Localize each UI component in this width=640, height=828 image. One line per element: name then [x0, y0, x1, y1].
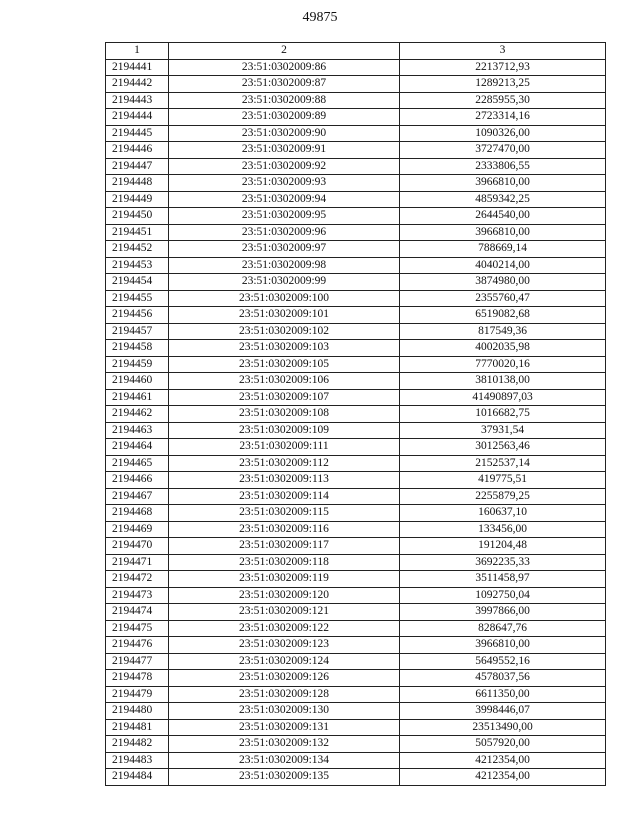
- row-number-cell: 2194445: [106, 125, 169, 142]
- row-number-cell: 2194472: [106, 571, 169, 588]
- table-row: [106, 274, 606, 291]
- cadastral-value-table: [105, 42, 606, 786]
- cadastral-value-cell: 3874980,00: [400, 274, 606, 291]
- table-row: [106, 340, 606, 357]
- table-row: [106, 175, 606, 192]
- row-number-cell: 2194470: [106, 538, 169, 555]
- cadastral-value-cell: 2644540,00: [400, 208, 606, 225]
- cadastral-value-cell: 3511458,97: [400, 571, 606, 588]
- cadastral-value-cell: 1092750,04: [400, 587, 606, 604]
- row-number-cell: 2194471: [106, 554, 169, 571]
- cadastral-value-cell: 817549,36: [400, 323, 606, 340]
- cadastral-number-cell: 23:51:0302009:103: [169, 340, 400, 357]
- cadastral-number-cell: 23:51:0302009:117: [169, 538, 400, 555]
- table-row: [106, 571, 606, 588]
- table-row: [106, 142, 606, 159]
- row-number-cell: 2194457: [106, 323, 169, 340]
- cadastral-value-cell: 2285955,30: [400, 92, 606, 109]
- table-row: [106, 389, 606, 406]
- row-number-cell: 2194459: [106, 356, 169, 373]
- cadastral-number-cell: 23:51:0302009:123: [169, 637, 400, 654]
- cadastral-number-cell: 23:51:0302009:132: [169, 736, 400, 753]
- row-number-cell: 2194477: [106, 653, 169, 670]
- table-row: [106, 406, 606, 423]
- cadastral-number-cell: 23:51:0302009:94: [169, 191, 400, 208]
- cadastral-number-cell: 23:51:0302009:92: [169, 158, 400, 175]
- cadastral-value-cell: 3998446,07: [400, 703, 606, 720]
- cadastral-number-cell: 23:51:0302009:135: [169, 769, 400, 786]
- cadastral-value-cell: 2333806,55: [400, 158, 606, 175]
- table-row: [106, 92, 606, 109]
- cadastral-number-cell: 23:51:0302009:112: [169, 455, 400, 472]
- cadastral-number-cell: 23:51:0302009:87: [169, 76, 400, 93]
- table-row: [106, 488, 606, 505]
- cadastral-number-cell: 23:51:0302009:99: [169, 274, 400, 291]
- table-body: [106, 59, 606, 785]
- row-number-cell: 2194474: [106, 604, 169, 621]
- table-row: [106, 224, 606, 241]
- header-row: [106, 43, 606, 60]
- cadastral-value-cell: 2255879,25: [400, 488, 606, 505]
- table-row: [106, 587, 606, 604]
- row-number-cell: 2194479: [106, 686, 169, 703]
- cadastral-value-cell: 3810138,00: [400, 373, 606, 390]
- cadastral-number-cell: 23:51:0302009:119: [169, 571, 400, 588]
- cadastral-value-cell: 828647,76: [400, 620, 606, 637]
- table-row: [106, 109, 606, 126]
- cadastral-value-cell: 2213712,93: [400, 59, 606, 76]
- row-number-cell: 2194462: [106, 406, 169, 423]
- row-number-cell: 2194443: [106, 92, 169, 109]
- row-number-cell: 2194482: [106, 736, 169, 753]
- cadastral-value-cell: 7770020,16: [400, 356, 606, 373]
- table-row: [106, 439, 606, 456]
- cadastral-value-cell: 4002035,98: [400, 340, 606, 357]
- table-row: [106, 59, 606, 76]
- table-row: [106, 422, 606, 439]
- cadastral-value-cell: 1016682,75: [400, 406, 606, 423]
- table-row: [106, 752, 606, 769]
- table-row: [106, 290, 606, 307]
- cadastral-value-cell: 419775,51: [400, 472, 606, 489]
- cadastral-number-cell: 23:51:0302009:106: [169, 373, 400, 390]
- cadastral-number-cell: 23:51:0302009:108: [169, 406, 400, 423]
- cadastral-value-cell: 4578037,56: [400, 670, 606, 687]
- cadastral-number-cell: 23:51:0302009:98: [169, 257, 400, 274]
- cadastral-number-cell: 23:51:0302009:113: [169, 472, 400, 489]
- cadastral-number-cell: 23:51:0302009:105: [169, 356, 400, 373]
- table-row: [106, 521, 606, 538]
- row-number-cell: 2194461: [106, 389, 169, 406]
- table-row: [106, 76, 606, 93]
- cadastral-value-cell: 160637,10: [400, 505, 606, 522]
- cadastral-number-cell: 23:51:0302009:97: [169, 241, 400, 258]
- table-row: [106, 620, 606, 637]
- cadastral-value-cell: 3727470,00: [400, 142, 606, 159]
- cadastral-value-cell: 4859342,25: [400, 191, 606, 208]
- row-number-cell: 2194446: [106, 142, 169, 159]
- cadastral-value-cell: 1090326,00: [400, 125, 606, 142]
- cadastral-number-cell: 23:51:0302009:130: [169, 703, 400, 720]
- table-row: [106, 686, 606, 703]
- cadastral-number-cell: 23:51:0302009:96: [169, 224, 400, 241]
- table-row: [106, 703, 606, 720]
- row-number-cell: 2194448: [106, 175, 169, 192]
- table-row: [106, 455, 606, 472]
- cadastral-number-cell: 23:51:0302009:124: [169, 653, 400, 670]
- table-row: [106, 637, 606, 654]
- cadastral-value-cell: 2723314,16: [400, 109, 606, 126]
- table-row: [106, 505, 606, 522]
- cadastral-number-cell: 23:51:0302009:101: [169, 307, 400, 324]
- table-row: [106, 208, 606, 225]
- row-number-cell: 2194450: [106, 208, 169, 225]
- row-number-cell: 2194458: [106, 340, 169, 357]
- column-header-1: 1: [106, 43, 169, 60]
- cadastral-value-cell: 41490897,03: [400, 389, 606, 406]
- row-number-cell: 2194466: [106, 472, 169, 489]
- cadastral-value-cell: 1289213,25: [400, 76, 606, 93]
- cadastral-value-cell: 5649552,16: [400, 653, 606, 670]
- cadastral-value-cell: 3692235,33: [400, 554, 606, 571]
- row-number-cell: 2194452: [106, 241, 169, 258]
- table-row: [106, 769, 606, 786]
- row-number-cell: 2194481: [106, 719, 169, 736]
- table-row: [106, 323, 606, 340]
- cadastral-number-cell: 23:51:0302009:118: [169, 554, 400, 571]
- row-number-cell: 2194453: [106, 257, 169, 274]
- row-number-cell: 2194442: [106, 76, 169, 93]
- cadastral-value-cell: 37931,54: [400, 422, 606, 439]
- row-number-cell: 2194468: [106, 505, 169, 522]
- table-row: [106, 158, 606, 175]
- cadastral-value-cell: 3966810,00: [400, 224, 606, 241]
- cadastral-number-cell: 23:51:0302009:109: [169, 422, 400, 439]
- cadastral-number-cell: 23:51:0302009:126: [169, 670, 400, 687]
- table-row: [106, 373, 606, 390]
- cadastral-number-cell: 23:51:0302009:93: [169, 175, 400, 192]
- row-number-cell: 2194478: [106, 670, 169, 687]
- table-row: [106, 554, 606, 571]
- row-number-cell: 2194455: [106, 290, 169, 307]
- cadastral-number-cell: 23:51:0302009:121: [169, 604, 400, 621]
- row-number-cell: 2194464: [106, 439, 169, 456]
- cadastral-value-cell: 4212354,00: [400, 769, 606, 786]
- cadastral-value-cell: 2152537,14: [400, 455, 606, 472]
- table-row: [106, 356, 606, 373]
- table-row: [106, 653, 606, 670]
- row-number-cell: 2194441: [106, 59, 169, 76]
- cadastral-value-cell: 133456,00: [400, 521, 606, 538]
- table-row: [106, 736, 606, 753]
- cadastral-number-cell: 23:51:0302009:107: [169, 389, 400, 406]
- cadastral-value-cell: 3966810,00: [400, 175, 606, 192]
- table-row: [106, 307, 606, 324]
- row-number-cell: 2194467: [106, 488, 169, 505]
- cadastral-value-cell: 4212354,00: [400, 752, 606, 769]
- cadastral-number-cell: 23:51:0302009:90: [169, 125, 400, 142]
- cadastral-number-cell: 23:51:0302009:115: [169, 505, 400, 522]
- cadastral-number-cell: 23:51:0302009:95: [169, 208, 400, 225]
- cadastral-value-cell: 788669,14: [400, 241, 606, 258]
- row-number-cell: 2194480: [106, 703, 169, 720]
- cadastral-value-cell: 6611350,00: [400, 686, 606, 703]
- table-row: [106, 604, 606, 621]
- cadastral-value-cell: 2355760,47: [400, 290, 606, 307]
- cadastral-number-cell: 23:51:0302009:88: [169, 92, 400, 109]
- row-number-cell: 2194454: [106, 274, 169, 291]
- page-number: 49875: [302, 10, 338, 25]
- cadastral-value-cell: 5057920,00: [400, 736, 606, 753]
- cadastral-value-cell: 23513490,00: [400, 719, 606, 736]
- row-number-cell: 2194469: [106, 521, 169, 538]
- cadastral-value-cell: 6519082,68: [400, 307, 606, 324]
- cadastral-number-cell: 23:51:0302009:114: [169, 488, 400, 505]
- row-number-cell: 2194476: [106, 637, 169, 654]
- table-header: [106, 43, 606, 60]
- column-header-3: 3: [400, 43, 606, 60]
- table-row: [106, 241, 606, 258]
- cadastral-number-cell: 23:51:0302009:122: [169, 620, 400, 637]
- table-row: [106, 670, 606, 687]
- cadastral-value-cell: 191204,48: [400, 538, 606, 555]
- cadastral-number-cell: 23:51:0302009:131: [169, 719, 400, 736]
- cadastral-value-cell: 3012563,46: [400, 439, 606, 456]
- cadastral-number-cell: 23:51:0302009:128: [169, 686, 400, 703]
- row-number-cell: 2194475: [106, 620, 169, 637]
- cadastral-number-cell: 23:51:0302009:86: [169, 59, 400, 76]
- cadastral-number-cell: 23:51:0302009:116: [169, 521, 400, 538]
- row-number-cell: 2194484: [106, 769, 169, 786]
- cadastral-number-cell: 23:51:0302009:102: [169, 323, 400, 340]
- table-row: [106, 191, 606, 208]
- table-row: [106, 538, 606, 555]
- table-row: [106, 719, 606, 736]
- cadastral-number-cell: 23:51:0302009:134: [169, 752, 400, 769]
- row-number-cell: 2194460: [106, 373, 169, 390]
- cadastral-number-cell: 23:51:0302009:100: [169, 290, 400, 307]
- row-number-cell: 2194447: [106, 158, 169, 175]
- cadastral-number-cell: 23:51:0302009:120: [169, 587, 400, 604]
- cadastral-number-cell: 23:51:0302009:91: [169, 142, 400, 159]
- row-number-cell: 2194451: [106, 224, 169, 241]
- table-row: [106, 257, 606, 274]
- row-number-cell: 2194463: [106, 422, 169, 439]
- column-header-2: 2: [169, 43, 400, 60]
- cadastral-number-cell: 23:51:0302009:89: [169, 109, 400, 126]
- row-number-cell: 2194444: [106, 109, 169, 126]
- row-number-cell: 2194449: [106, 191, 169, 208]
- row-number-cell: 2194456: [106, 307, 169, 324]
- row-number-cell: 2194483: [106, 752, 169, 769]
- cadastral-value-cell: 4040214,00: [400, 257, 606, 274]
- row-number-cell: 2194473: [106, 587, 169, 604]
- cadastral-value-cell: 3966810,00: [400, 637, 606, 654]
- row-number-cell: 2194465: [106, 455, 169, 472]
- table-row: [106, 472, 606, 489]
- table-row: [106, 125, 606, 142]
- cadastral-number-cell: 23:51:0302009:111: [169, 439, 400, 456]
- cadastral-value-cell: 3997866,00: [400, 604, 606, 621]
